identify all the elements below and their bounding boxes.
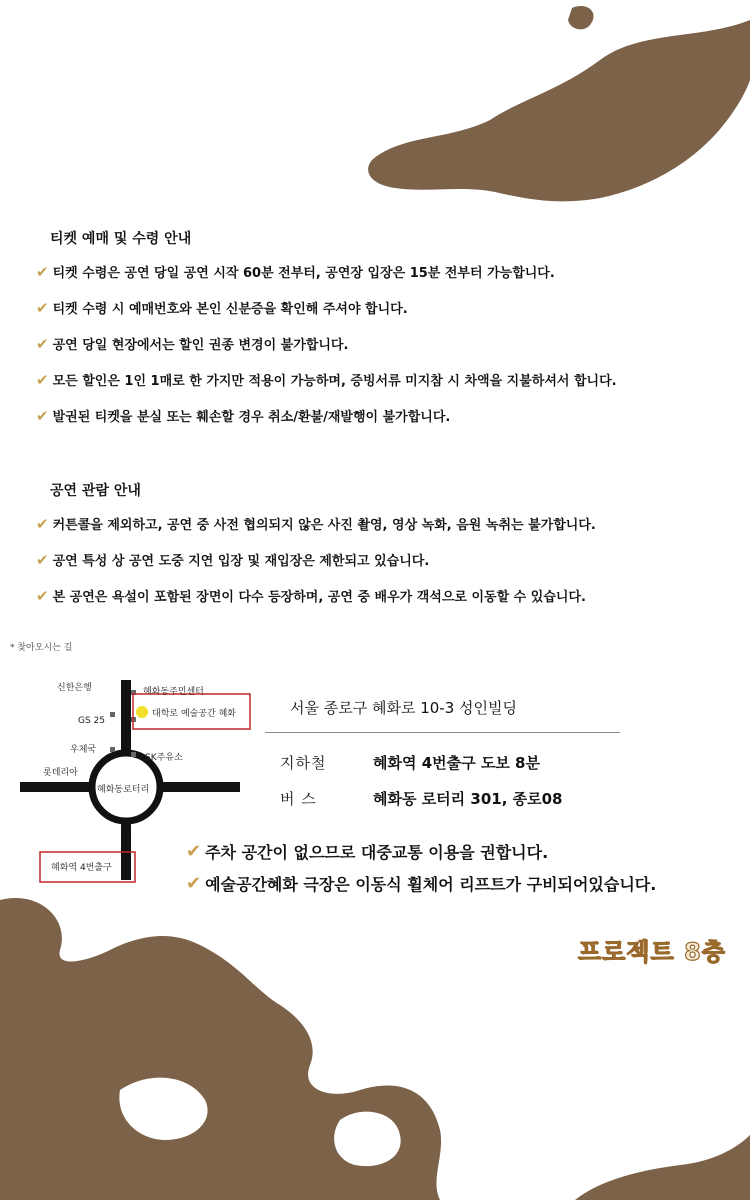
check-icon: ✔	[36, 514, 49, 533]
map-label-lotteria: 롯데리아	[43, 768, 78, 778]
address-divider	[265, 732, 620, 733]
check-icon: ✔	[186, 841, 202, 862]
viewing-notice-1: ✔ 커튼콜을 제외하고, 공연 중 사전 협의되지 않은 사진 촬영, 영상 녹화, 음원 녹취는 불가합니다.	[36, 514, 596, 533]
bus-label: 버 스	[280, 790, 317, 808]
map-label-exit: 혜화역 4번출구	[51, 863, 112, 873]
viewing-notice-3: ✔ 본 공연은 욕설이 포함된 장면이 다수 등장하며, 공연 중 배우가 객석으로 이동할 수 있습니다.	[36, 586, 586, 605]
ticket-section-title: 티켓 예매 및 수령 안내	[50, 231, 192, 247]
check-icon: ✔	[36, 370, 49, 389]
viewing-notice-2: ✔ 공연 특성 상 공연 도중 지연 입장 및 재입장은 제한되고 있습니다.	[36, 550, 430, 569]
map-label-community-center: 혜화동주민센터	[143, 687, 204, 697]
wheelchair-notice: ✔ 예술공간혜화 극장은 이동식 휠체어 리프트가 구비되어있습니다.	[186, 873, 657, 894]
check-icon: ✔	[36, 334, 49, 353]
check-icon: ✔	[36, 550, 49, 569]
ticket-notice-1: ✔ 티켓 수령은 공연 당일 공연 시작 60분 전부터, 공연장 입장은 15분 전부터 가능합니다.	[36, 262, 555, 281]
ticket-notice-2: ✔ 티켓 수령 시 예매번호와 본인 신분증을 확인해 주셔야 합니다.	[36, 298, 408, 317]
viewing-section-title: 공연 관람 안내	[50, 483, 141, 499]
check-icon: ✔	[36, 586, 49, 605]
subway-value: 혜화역 4번출구 도보 8분	[373, 754, 540, 772]
map-label-rotary: 혜화동로터리	[97, 785, 150, 795]
brand-logo-text: 프로젝트 8층	[578, 938, 726, 966]
map-label-shinhan: 신한은행	[57, 683, 92, 693]
check-icon: ✔	[36, 406, 49, 425]
top-right-blob	[0, 0, 750, 220]
map-label-sk-station: SK주유소	[145, 753, 183, 763]
map-label-venue: 대학로 예술공간 혜화	[152, 709, 236, 719]
map-label-gs25: GS 25	[78, 716, 105, 726]
ticket-notice-3: ✔ 공연 당일 현장에서는 할인 권종 변경이 불가합니다.	[36, 334, 349, 353]
ticket-notice-5: ✔ 발권된 티켓을 분실 또는 훼손할 경우 취소/환불/재발행이 불가합니다.	[36, 406, 451, 425]
check-icon: ✔	[36, 298, 49, 317]
map-label-post-office: 우체국	[70, 745, 97, 755]
bus-value: 혜화동 로터리 301, 종로08	[373, 790, 563, 808]
check-icon: ✔	[186, 873, 202, 894]
subway-label: 지하철	[280, 754, 327, 772]
parking-notice: ✔ 주차 공간이 없으므로 대중교통 이용을 권합니다.	[186, 841, 549, 862]
directions-label: * 찾아오시는 길	[10, 643, 73, 653]
ticket-notice-4: ✔ 모든 할인은 1인 1매로 한 가지만 적용이 가능하며, 증빙서류 미지참 시 차액을 지불하셔서 합니다.	[36, 370, 617, 389]
check-icon: ✔	[36, 262, 49, 281]
venue-address: 서울 종로구 혜화로 10-3 성인빌딩	[290, 699, 517, 717]
